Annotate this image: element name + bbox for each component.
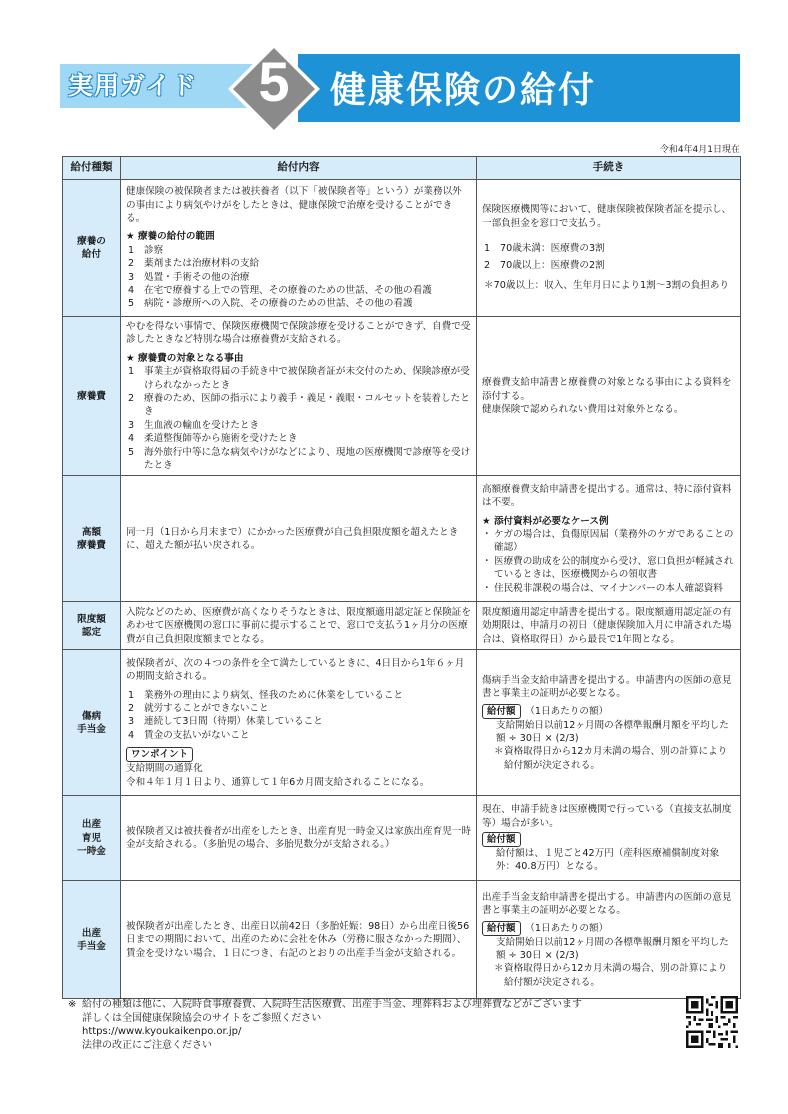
- col-procedure-header: 手続き: [477, 157, 741, 180]
- list-item: 2 薬剤または治療材料の支給: [128, 258, 260, 270]
- list-item: 5 海外旅行中等に急な病気やけがなどにより、現地の医療機関で診療等を受けたとき: [128, 446, 471, 472]
- content-cell: [121, 796, 477, 881]
- footer-url-link[interactable]: https://www.kyoukaikenpo.or.jp/: [82, 1026, 242, 1037]
- kind-cell: [63, 476, 121, 602]
- amount-text: 給付額は、１児ごと42万円（産科医療補償制度対象外：40.8万円）となる。: [496, 847, 720, 873]
- proc-intro: 保険医療機関等において、健康保険被保険者証を提示し、一部負担金を窓口で支払う。: [482, 204, 732, 229]
- list-item: ・ 住民税非課税の場合は、マイナンバーの本人確認資料: [482, 582, 735, 595]
- content-intro: 健康保険の被保険者または被扶養者（以下「被保険者等」という）が業務以外の事由により病気やけがをしたときは、健康保険で治療を受けることができる。: [126, 186, 462, 224]
- as-of-date: 令和4年4月1日現在: [659, 145, 740, 155]
- amount-note: ＊ 資格取得日から12カ月未満の場合、別の計算により給付額が決定される。: [494, 746, 728, 771]
- footer-line: 法律の改正にご注意ください: [82, 1039, 212, 1051]
- row-ikuji: [63, 796, 741, 881]
- kind-cell: [63, 602, 121, 650]
- list-item: 4 在宅で療養する上での管理、その療養のための世話、その他の看護: [128, 285, 432, 297]
- guide-label: 実用ガイド: [68, 71, 198, 100]
- list-item: 2 70歳以上：医療費の2割: [484, 260, 605, 272]
- qr-code-icon[interactable]: [686, 996, 738, 1048]
- row-shussan: [63, 881, 741, 999]
- guide-number: 5: [258, 50, 290, 113]
- list-item: 4 柔道整復師等から施術を受けたとき: [128, 433, 298, 445]
- row-ryoyohi: [63, 317, 741, 476]
- proc-text: 限度額適用認定申請書を提出する。限度額適用認定証の有効期限は、申請月の初日（健康保険加入月に申請された場合は、資格取得日）から最長で1年間となる。: [482, 606, 732, 645]
- kind-cell: [63, 796, 121, 881]
- content-heading: ★ 療養費の対象となる事由: [126, 352, 244, 364]
- amount-badge: 給付額: [482, 832, 521, 847]
- list-item: 3 生血液の輸血を受けたとき: [128, 419, 260, 431]
- list-item: 5 病院・診療所への入院、その療養のための世話、その他の看護: [128, 298, 413, 310]
- content-cell: [121, 602, 477, 650]
- amount-note: ＊ 資格取得日から12カ月未満の場合、別の計算により給付額が決定される。: [494, 963, 728, 988]
- content-list: [126, 365, 471, 472]
- proc-heading: ★ 添付資料が必要なケース例: [482, 515, 609, 527]
- list-item: 1 70歳未満：医療費の3割: [484, 243, 605, 255]
- kind-label: 療養の 給付: [77, 235, 106, 260]
- page-header: [60, 50, 740, 122]
- content-cell: [121, 650, 477, 796]
- content-text: 同一月（1日から月末まで）にかかった医療費が自己負担限度額を超えたときに、超えた額が払い戻される。: [126, 526, 459, 551]
- content-intro: やむを得ない事情で、保険医療機関で保険診療を受けることができず、自費で受診したときなど特別な場合は療養費が支給される。: [126, 321, 471, 346]
- footer-notes: [68, 998, 688, 1052]
- row-kogaku: [63, 476, 741, 602]
- content-cell: [121, 180, 477, 317]
- benefits-table: [62, 156, 741, 999]
- content-intro: 被保険者が、次の４つの条件を全て満たしているときに、4日目から1年６ヶ月の期間支給される。: [126, 657, 465, 683]
- kind-label: 出産 育児 一時金: [77, 819, 106, 858]
- row-ryoyo: [63, 180, 741, 317]
- procedure-cell: [477, 796, 741, 881]
- procedure-cell: [477, 180, 741, 317]
- col-kind-header: 給付種類: [63, 157, 121, 180]
- procedure-cell: [477, 476, 741, 602]
- list-item: ・ ケガの場合は、負傷原因届（業務外のケガであることの確認）: [482, 528, 735, 555]
- proc-intro: 高額療養費支給申請書を提出する。通常は、特に添付資料は不要。: [482, 483, 732, 509]
- kind-label: 高額 療養費: [77, 526, 106, 551]
- content-list: [126, 689, 471, 743]
- list-item: 1 事業主が資格取得届の手続き中で被保険者証が未交付のため、保険診療が受けられなかったとき: [128, 366, 470, 391]
- proc-intro: 出産手当金支給申請書を提出する。申請書内の医師の意見書と事業主の証明が必要となる。: [482, 891, 732, 917]
- content-cell: [121, 881, 477, 999]
- content-text: 入院などのため、医療費が高くなりそうなときは、限度額適用認定証と保険証をあわせて医療機関の窓口に事前に提示することで、窓口で支払う1ヶ月分の医療費が自己負担限度額までとなる。: [126, 606, 471, 645]
- amount-text: 支給開始日以前12ヶ月間の各標準報酬月額を平均した額 ÷ 30日 × (2/3): [496, 936, 729, 961]
- kind-label: 療養費: [77, 390, 106, 402]
- row-gendogaku: [63, 602, 741, 650]
- onepoint-badge: ワンポイント: [126, 747, 193, 762]
- footer-line: 詳しくは全国健康保険協会のサイトをご参照ください: [82, 1012, 322, 1024]
- content-text: 被保険者又は被扶養者が出産をしたとき、出産育児一時金又は家族出産育児一時金が支給される。（多胎児の場合、多胎児数分が支給される。）: [126, 826, 471, 851]
- kind-cell: [63, 180, 121, 317]
- page-title: 健康保険の給付: [330, 70, 597, 111]
- content-cell: [121, 476, 477, 602]
- procedure-cell: [477, 317, 741, 476]
- amount-badge: 給付額: [482, 704, 521, 719]
- list-item: 2 就労することができないこと: [128, 703, 269, 715]
- procedure-cell: [477, 881, 741, 999]
- proc-list: [482, 240, 735, 274]
- proc-note: ＊70歳以上：収入、生年月日により1割～3割の負担あり: [484, 280, 730, 292]
- procedure-cell: [477, 602, 741, 650]
- proc-intro: 現在、申請手続きは医療機関で行っている（直接支払制度等）場合が多い。: [482, 804, 732, 829]
- footer-line: ※ 給付の種類は他に、入院時食事療養費、入院時生活医療費、出産手当金、埋葬料および埋葬費などがございます: [68, 999, 582, 1010]
- procedure-cell: [477, 650, 741, 796]
- content-text: 被保険者が出産したとき、出産日以前42日（多胎妊娠：98日）から出産日後56日までの期間において、出産のために会社を休み（労務に服さなかった期間）、賃金を受けない場合、１日につき、右記のとおりの出産手当金が支給される。: [126, 920, 470, 959]
- list-item: ・ 医療費の助成を公的制度から受け、窓口負担が軽減されているときは、医療機関からの領収書: [482, 555, 735, 582]
- proc-text: 療養費支給申請書と療養費の対象となる事由による資料を添付する。 健康保険で認められない費用は対象外となる。: [482, 377, 732, 415]
- list-item: 4 賃金の支払いがないこと: [128, 729, 250, 741]
- list-item: 1 診察: [128, 244, 164, 256]
- kind-label: 限度額 認定: [77, 613, 106, 638]
- kind-label: 傷病 手当金: [77, 710, 106, 735]
- kind-cell: [63, 881, 121, 999]
- proc-intro: 傷病手当金支給申請書を提出する。申請書内の医師の意見書と事業主の証明が必要となる。: [482, 674, 732, 700]
- guide-number-badge: [228, 43, 320, 135]
- col-content-header: 給付内容: [121, 157, 477, 180]
- onepoint-title: 支給期間の通算化: [126, 763, 203, 775]
- kind-cell: [63, 317, 121, 476]
- list-item: 3 連続して3日間（待期）休業していること: [128, 716, 323, 728]
- content-cell: [121, 317, 477, 476]
- table-header-row: [63, 157, 741, 180]
- content-list: [126, 244, 471, 311]
- list-item: 2 療養のため、医師の指示により義手・義足・義眼・コルセットを装着したとき: [128, 393, 470, 418]
- kind-label: 出産 手当金: [77, 927, 106, 952]
- content-heading: ★ 療養の給付の範囲: [126, 231, 215, 243]
- proc-list: [482, 528, 735, 595]
- onepoint-text: 令和４年１月１日より、通算して１年6カ月間支給されることになる。: [126, 776, 430, 788]
- list-item: 1 業務外の理由により病気、怪我のために休業をしていること: [128, 689, 404, 701]
- kind-cell: [63, 650, 121, 796]
- row-shobyo: [63, 650, 741, 796]
- amount-text: 支給開始日以前12ヶ月間の各標準報酬月額を平均した額 ÷ 30日 × (2/3): [496, 719, 729, 744]
- amount-badge: 給付額: [482, 921, 521, 936]
- amount-unit: （1日あたりの額）: [530, 705, 609, 717]
- amount-unit: （1日あたりの額）: [530, 922, 609, 934]
- title-band: [298, 54, 740, 122]
- list-item: 3 処置・手術その他の治療: [128, 271, 250, 283]
